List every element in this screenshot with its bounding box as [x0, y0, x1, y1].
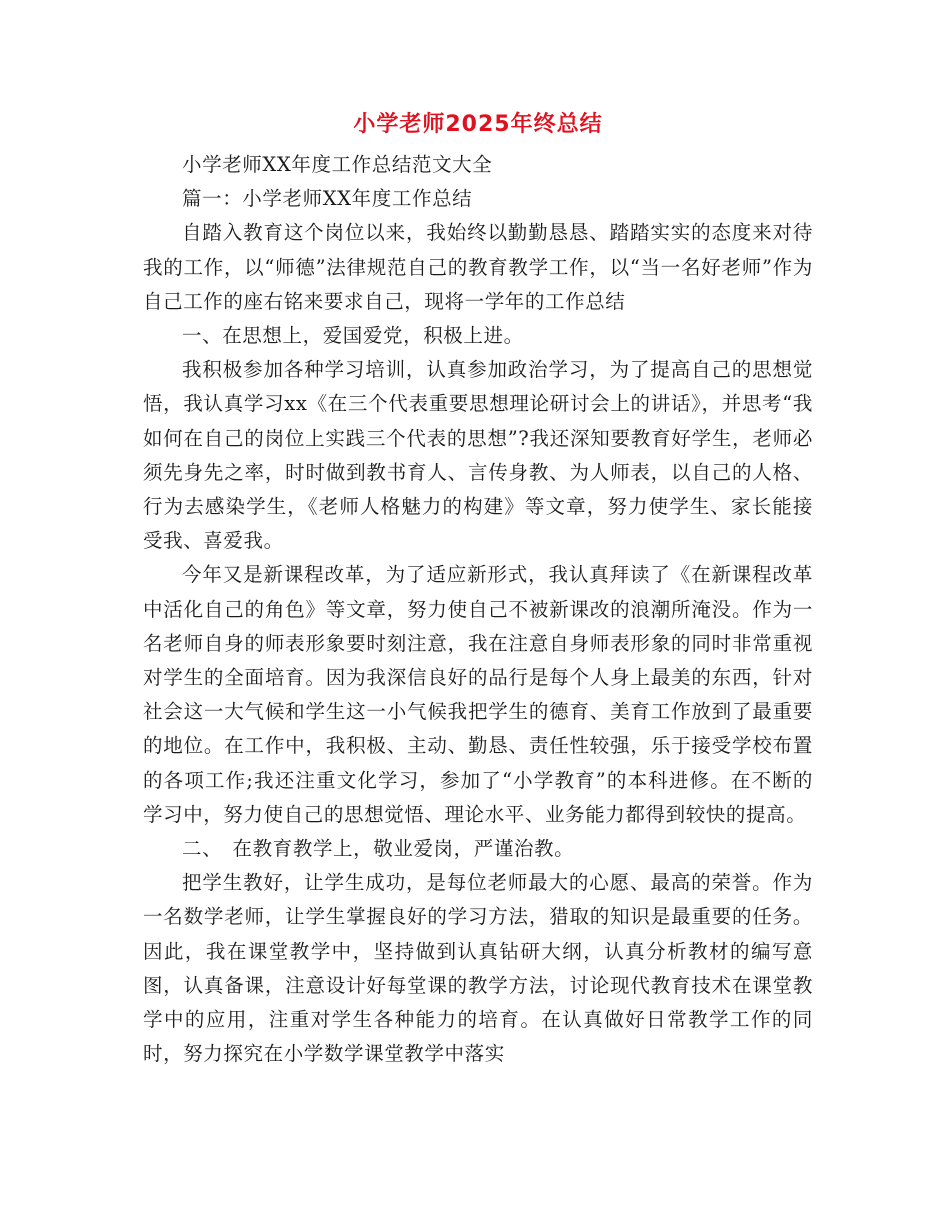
- document-page: [143, 108, 813, 1071]
- paragraph-subtitle: 小学老师XX年度工作总结范文大全: [182, 153, 493, 176]
- paragraph-study: 我积极参加各种学习培训，认真参加政治学习，为了提高自己的思想觉悟，我认真学习xx《在三个代表重要思想理论研讨会上的讲话》，并思考“我如何在自己的岗位上实践三个代表的思想”?我还深知要教育好学生，老师必须先身先之率，时时做到教书育人、言传身教、为人师表，以自己的人格、行为去感染学生，《老师人格魅力的构建》等文章，努力使学生、家长能接受我、喜爱我。: [143, 358, 813, 553]
- paragraph-heading-one: 一、在思想上，爱国爱党，积极上进。: [182, 324, 524, 348]
- document-title: 小学老师2025年终总结: [353, 112, 603, 137]
- paragraph-intro: 自踏入教育这个岗位以来，我始终以勤勤恳恳、踏踏实实的态度来对待我的工作，以“师德”法律规范自己的教育教学工作，以“当一名好老师”作为自己工作的座右铭来要求自己，现将一学年的工作总结: [143, 221, 813, 313]
- paragraph-teaching: 把学生教好，让学生成功，是每位老师最大的心愿、最高的荣誉。作为一名数学老师，让学生掌握良好的学习方法，猎取的知识是最重要的任务。因此，我在课堂教学中，坚持做到认真钻研大纲，认真分析教材的编写意图，认真备课，注意设计好每堂课的教学方法，讨论现代教育技术在课堂教学中的应用，注重对学生各种能力的培育。在认真做好日常教学工作的同时，努力探究在小学数学课堂教学中落实: [143, 871, 813, 1066]
- paragraph-section-heading: 篇一：小学老师XX年度工作总结: [182, 187, 473, 211]
- paragraph-heading-two: 二、 在教育教学上，敬业爱岗，严谨治教。: [182, 837, 575, 861]
- paragraph-reform: 今年又是新课程改革，为了适应新形式，我认真拜读了《在新课程改革中活化自己的角色》等文章，努力使自己不被新课改的浪潮所淹没。作为一名老师自身的师表形象要时刻注意，我在注意自身师表形象的同时非常重视对学生的全面培育。因为我深信良好的品行是每个人身上最美的东西，针对社会这一大气候和学生这一小气候我把学生的德育、美育工作放到了最重要的地位。在工作中，我积极、主动、勤恳、责任性较强，乐于接受学校布置的各项工作;我还注重文化学习，参加了“小学教育”的本科进修。在不断的学习中，努力使自己的思想觉悟、理论水平、业务能力都得到较快的提高。: [143, 563, 813, 826]
